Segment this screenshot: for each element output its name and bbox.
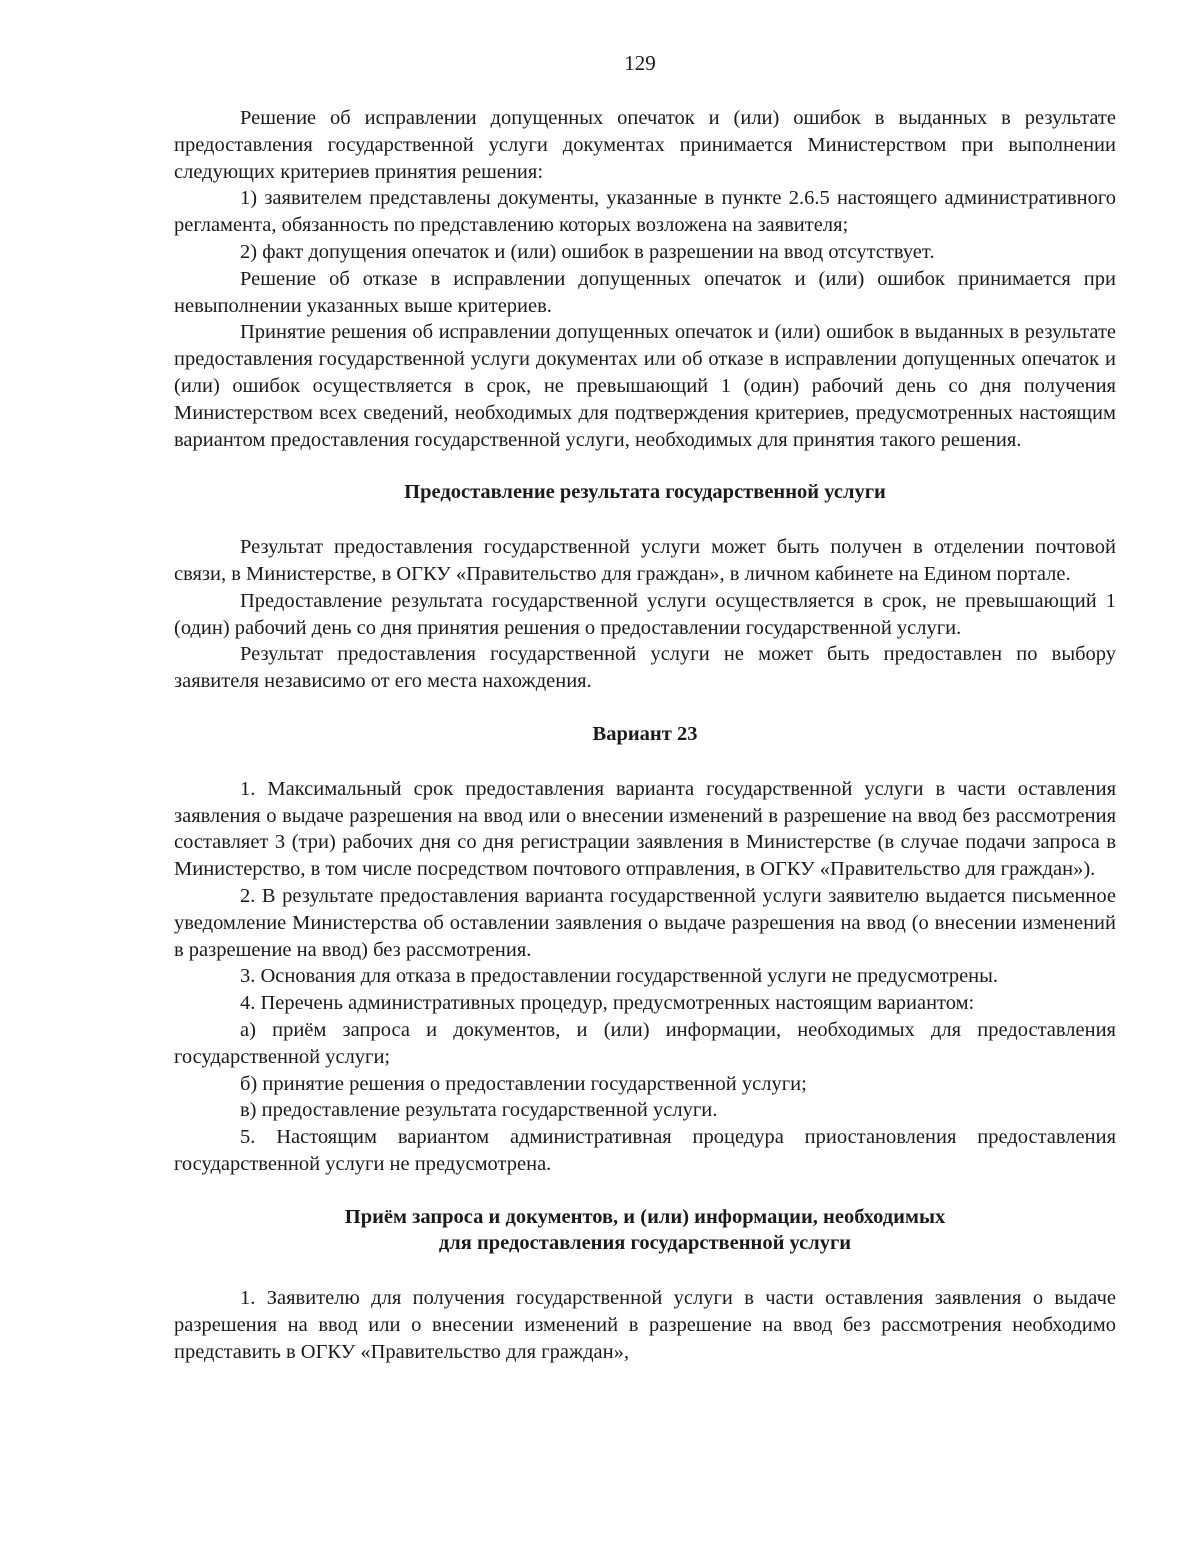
lettered-item: в) предоставление результата государственной услуги. <box>240 1099 718 1122</box>
numbered-item: 1. Максимальный срок предоставления варианта государственной услуги в части оставления заявления о выдаче разрешения на ввод или о внесении изменений в разрешение на ввод без рассмотрения составляет 3 (три) рабочих дня со дня регистрации заявления в Министерстве (в случае подачи запроса в Министерство, в том числе посредством почтового отправления, в ОГКУ «Правительство для граждан»). <box>174 777 1116 881</box>
paragraph: Принятие решения об исправлении допущенных опечаток и (или) ошибок в выданных в результате предоставления государственной услуги документах или об отказе в исправлении допущенных опечаток и (или) ошибок осуществляется в срок, не превышающий 1 (один) рабочий день со дня получения Министерством всех сведений, необходимых для подтверждения критериев, предусмотренных настоящим вариантом предоставления государственной услуги, необходимых для принятия такого решения. <box>174 321 1116 451</box>
numbered-item: 1. Заявителю для получения государственной услуги в части оставления заявления о выдаче разрешения на ввод или о внесении изменений в разрешение на ввод без рассмотрения необходимо представить в ОГКУ «Правительство для граждан», <box>174 1287 1116 1363</box>
paragraph: Предоставление результата государственной услуги осуществляется в срок, не превышающий 1 (один) рабочий день со дня принятия решения о предоставлении государственной услуги. <box>174 589 1116 639</box>
paragraph: Решение об отказе в исправлении допущенных опечаток и (или) ошибок принимается при невыполнении указанных выше критериев. <box>174 267 1116 317</box>
section-heading: Предоставление результата государственной услуги <box>404 481 886 504</box>
criterion-item: 1) заявителем представлены документы, указанные в пункте 2.6.5 настоящего административного регламента, обязанность по представлению которых возложена на заявителя; <box>174 187 1116 237</box>
section-heading-two-line <box>174 1204 1116 1258</box>
paragraph: Результат предоставления государственной услуги может быть получен в отделении почтовой связи, в Министерстве, в ОГКУ «Правительство для граждан», в личном кабинете на Едином портале. <box>174 536 1116 585</box>
lettered-item: б) принятие решения о предоставлении государственной услуги; <box>240 1072 807 1095</box>
section-heading-line: Приём запроса и документов, и (или) информации, необходимых <box>344 1205 946 1228</box>
document-body <box>174 105 1116 1366</box>
variant-heading: Вариант 23 <box>592 722 698 745</box>
criterion-item: 2) факт допущения опечаток и (или) ошибок в разрешении на ввод отсутствует. <box>240 240 935 263</box>
numbered-item: 5. Настоящим вариантом административная процедура приостановления предоставления государственной услуги не предусмотрена. <box>174 1126 1116 1175</box>
paragraph: Результат предоставления государственной услуги не может быть предоставлен по выбору заявителя независимо от его места нахождения. <box>174 643 1116 693</box>
page-number: 129 <box>624 51 656 75</box>
section-heading-line: для предоставления государственной услуги <box>438 1232 852 1255</box>
numbered-item: 2. В результате предоставления варианта государственной услуги заявителю выдается письменное уведомление Министерства об оставлении заявления о выдаче разрешения на ввод (о внесении изменений в разрешение на ввод) без рассмотрения. <box>174 884 1116 961</box>
paragraph: Решение об исправлении допущенных опечаток и (или) ошибок в выданных в результате предоставления государственной услуги документах принимается Министерством при выполнении следующих критериев принятия решения: <box>174 107 1116 183</box>
lettered-item: а) приём запроса и документов, и (или) информации, необходимых для предоставления государственной услуги; <box>174 1018 1116 1068</box>
numbered-item: 3. Основания для отказа в предоставлении государственной услуги не предусмотрены. <box>240 965 999 988</box>
numbered-item: 4. Перечень административных процедур, предусмотренных настоящим вариантом: <box>240 992 975 1015</box>
